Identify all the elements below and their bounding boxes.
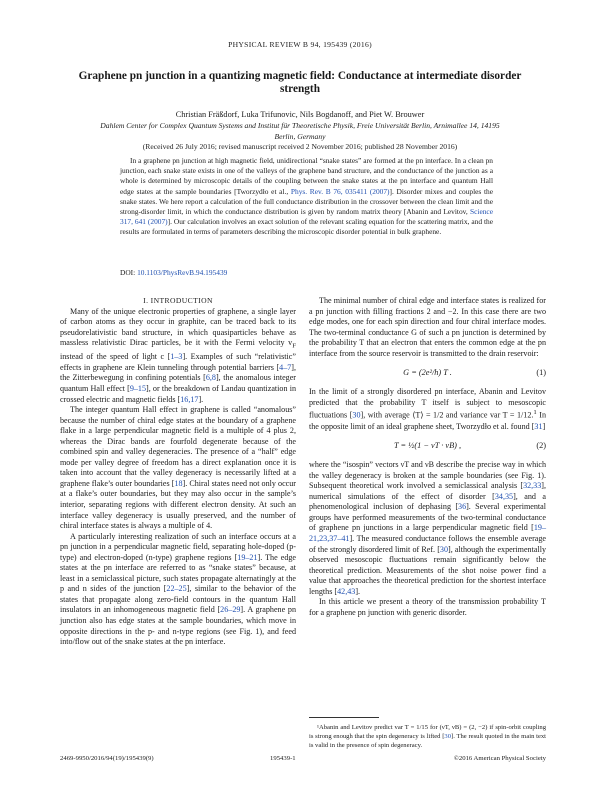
citation-link[interactable]: 36 [458,502,467,512]
footer-issn: 2469-9950/2016/94(19)/195439(9) [60,755,154,762]
right-column [309,296,546,618]
citation-link[interactable]: 30 [352,411,361,421]
citation-link[interactable]: 9–15 [129,383,146,393]
paragraph: In the limit of a strongly disordered pn interface, Abanin and Levitov predicted that the probability T itself is subject to mesoscopic fluctuations [30], with average ⟨T⟩ = 1/2 and variance var T = 1/12.$^1$ In the opposite limit of an ideal graphene sheet, Tworzydło et al. found [31] [309,387,546,431]
paragraph: In this article we present a theory of the transmission probability T for a graphene pn junction with generic disorder. [309,597,546,617]
affiliation: Dahlem Center for Complex Quantum Systems and Institut für Theoretische Physik, Freie Universität Berlin, Arnimallee 14, 14195 Berlin, Germany [100,121,500,141]
abstract-ref-link[interactable]: Science 317, 641 (2007) [120,207,493,227]
citation-link[interactable]: 32,33 [523,481,542,491]
footnote: ¹Abanin and Levitov predict var T = 1/15 for (νT, νB) = (2, −2) if spin-orbit coupling is strong enough that the spin degeneracy is lifted [30]. The result quoted in the main text is valid in the presence of spin degeneracy. [309,724,546,749]
citation-link[interactable]: 26–29 [220,605,241,615]
abstract-text: ]. Disorder mixes and couples the snake states. We here report a calculation of the full conductance distribution in the crossover between the clean limit and the strong-disorder limit, in which the conductance distribution is given by random matrix theory [Abanin and Levitov, [120,186,493,217]
citation-link[interactable]: 42,43 [337,586,356,596]
section-title: I. INTRODUCTION [143,296,213,305]
equation-2 [309,438,546,454]
doi-link[interactable]: 10.1103/PhysRevB.94.195439 [137,268,228,277]
abstract [120,156,493,238]
equation-body: G = (2e²/h) T . [403,368,452,378]
paper-title: Graphene pn junction in a quantizing magnetic field: Conductance at intermediate disorder strength [78,70,522,95]
paragraph: The integer quantum Hall effect in graphene is called “anomalous” because the number of chiral edge states at the boundary of a graphene flake in a large perpendicular magnetic field is a multiple of 4 plus 2, whereas the Dirac bands are fourfold degenerate because of the combined spin and valley degeneracies. The presence of a “half” edge mode per valley degree of freedom has a direct explanation once it is taken into account that the valley degeneracy is necessarily lifted at a graphene flake’s outer boundaries [18]. Chiral states need not only occur at a flake’s outer boundaries, but they may also occur in the sample’s interior, separating regions with different electron density. At such an interface valley degeneracy is usually preserved, and the number of chiral interface states is always a multiple of 4. [60,405,296,531]
footer-page-number: 195439-1 [270,755,296,762]
citation-link[interactable]: 19–21,23,37–41 [309,523,546,543]
publication-dates: (Received 26 July 2016; revised manuscript received 2 November 2016; published 28 November 2016) [142,142,458,151]
author-list: Christian Fräßdorf, Luka Trifunovic, Nils Bogdanoff, and Piet W. Brouwer [175,110,425,119]
equation-number: (1) [536,368,546,378]
journal-header: PHYSICAL REVIEW B 94, 195439 (2016) [228,40,372,49]
citation-link[interactable]: 30 [444,733,451,740]
equation-body: T = ½(1 − νT · νB) , [393,441,462,451]
citation-link[interactable]: 1–3 [170,352,183,362]
footnote-divider [309,717,379,718]
citation-link[interactable]: 31 [534,421,543,431]
citation-link[interactable]: 18 [174,478,183,488]
equation-1 [309,365,546,381]
paragraph: Many of the unique electronic properties of graphene, a single layer of carbon atoms as they occur in graphite, can be traced back to its pseudorelativistic band structure, in which quasiparticles behave as massless relativistic Dirac particles, be it with the Fermi velocity $v_F$ instead of the speed of light c [1–3]. Examples of such “relativistic” effects in graphene are Klein tunneling through potential barriers [4–7], the Zitterbewegung in confining potentials [6,8], the anomalous integer quantum Hall effect [9–15], or the breakdown of Landau quantization in crossed electric and magnetic fields [16,17]. [60,306,296,404]
abstract-ref-link[interactable]: Phys. Rev. B 76, 035411 (2007) [290,186,390,196]
paragraph: where the “isospin” vectors νT and νB describe the precise way in which the valley degeneracy is broken at the sample boundaries (see Fig. 1). Subsequent theoretical work involved a semiclassical analysis [32,33], numerical simulations of the effect of disorder [34,35], and a phenomenological inclusion of dephasing [36]. Several experimental groups have performed measurements of the two-terminal conductance of graphene pn junctions in a large perpendicular magnetic field [19–21,23,37–41]. The measured conductance follows the ensemble average of the strongly disordered limit of Ref. [30], although the experimentally observed mesoscopic fluctuations remain significantly below the theoretical prediction. Measurements of the shot noise power find a value that approaches the theoretical prediction for the shortest interface lengths [42,43]. [309,460,546,596]
citation-link[interactable]: 19–21 [237,552,258,562]
abstract-text: In a graphene pn junction at high magnetic field, unidirectional “snake states” are formed at the pn interface. In a clean pn junction, each snake state exists in one of the valleys of the graphene band structure, and the conductance of the junction as a whole is determined by microscopic details of the coupling between the snake states at the pn interface and quantum Hall edge states at the sample boundaries [Tworzydło et al., [120,156,493,196]
footer-copyright: ©2016 American Physical Society [453,755,546,762]
citation-link[interactable]: 4–7 [279,362,292,372]
citation-link[interactable]: 6,8 [205,373,216,383]
citation-link[interactable]: 34,35 [494,491,514,501]
abstract-text: ]. Our calculation involves an exact solution of the relevant scaling equation for the scattering matrix, and the results are formulated in terms of parameters describing the microscopic disorder potential in bulk graphene. [120,217,493,237]
equation-number: (2) [536,441,546,451]
doi-label: DOI: [120,268,136,277]
left-column [60,296,296,648]
paragraph: A particularly interesting realization of such an interface occurs at a pn junction in a perpendicular magnetic field, separating hole-doped (p-type) and electron-doped (n-type) graphene regions [19–21]. The edge states at the pn interface are referred to as “snake states” because, at least in a semiclassical picture, such states propagate alternatingly at the p and n sides of the junction [22–25], similar to the behavior of the states that propagate along zero-field contours in the quantum Hall insulators in an inhomogeneous magnetic field [26–29]. A graphene pn junction also has edge states at the sample boundaries, which move in opposite directions in the p- and n-type regions (see Fig. 1), and feed into/flow out of the snake states at the pn interface. [60,531,297,647]
footnote-marker[interactable]: 1 [533,409,537,417]
citation-link[interactable]: 22–25 [166,584,187,594]
paragraph: The minimal number of chiral edge and interface states is realized for a pn junction with filling fractions 2 and −2. In this case there are two edge modes, one for each spin direction and four chiral interface modes. The two-terminal conductance G of such a pn junction is determined by the probability T that an electron that enters the common edge at the pn interface from the source reservoir is transmitted to the drain reservoir: [309,296,546,358]
citation-link[interactable]: 16,17 [180,394,199,404]
doi-line [120,268,227,277]
citation-link[interactable]: 30 [439,544,449,554]
